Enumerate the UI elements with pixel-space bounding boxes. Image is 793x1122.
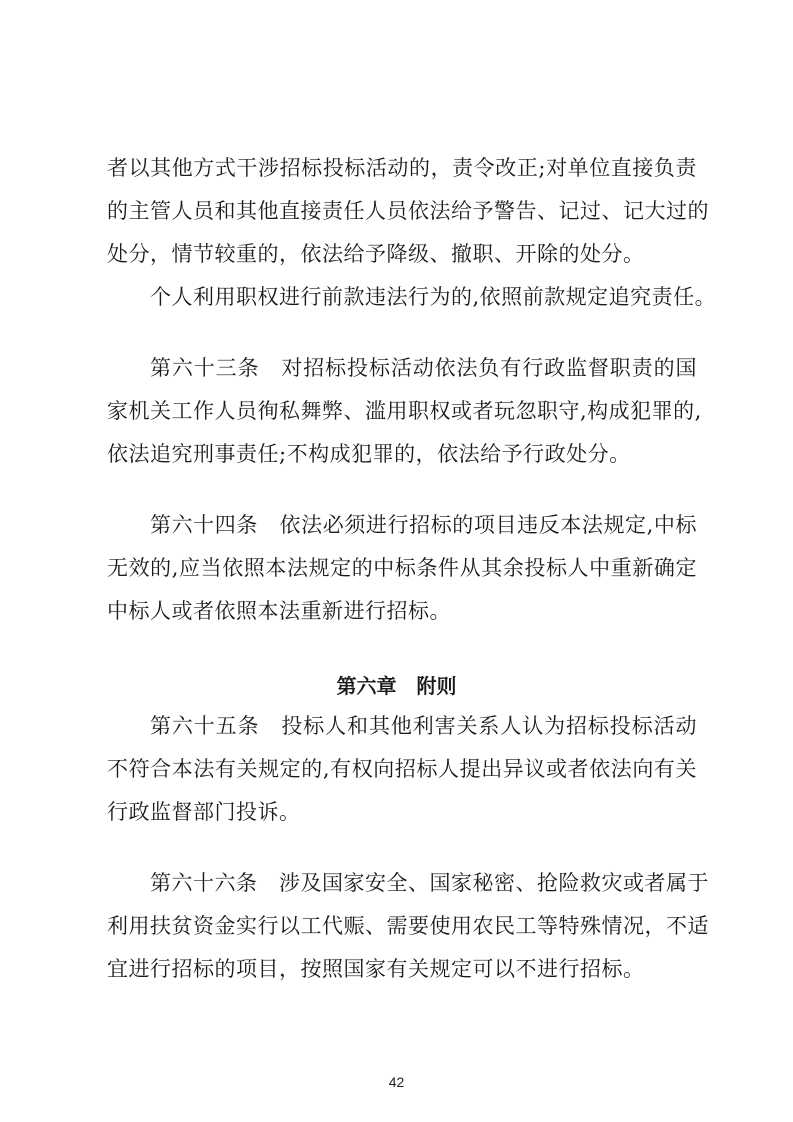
article-66-line: 宜进行招标的项目，按照国家有关规定可以不进行招标。 [107,957,645,981]
article-65-line: 行政监督部门投诉。 [107,800,301,824]
article-63-line: 依法追究刑事责任;不构成犯罪的，依法给予行政处分。 [107,442,631,466]
page-number: 42 [388,1074,405,1090]
paragraph-line: 个人利用职权进行前款违法行为的,依照前款规定追究责任。 [150,285,717,309]
article-63-line: 第六十三条 对招标投标活动依法负有行政监督职责的国 [150,356,697,380]
article-63-line: 家机关工作人员徇私舞弊、滥用职权或者玩忽职守,构成犯罪的, [107,399,702,423]
paragraph-line: 者以其他方式干涉招标投标活动的，责令改正;对单位直接负责 [107,156,697,180]
article-65-line: 第六十五条 投标人和其他利害关系人认为招标投标活动 [150,714,697,738]
article-66-line: 第六十六条 涉及国家安全、国家秘密、抢险救灾或者属于 [150,871,709,895]
chapter-heading: 第六章 附则 [336,674,457,698]
article-64-line: 第六十四条 依法必须进行招标的项目违反本法规定,中标 [150,513,697,537]
article-64-line: 中标人或者依照本法重新进行招标。 [107,599,451,623]
article-66-line: 利用扶贫资金实行以工代赈、需要使用农民工等特殊情况，不适 [107,914,709,938]
paragraph-line: 的主管人员和其他直接责任人员依法给予警告、记过、记大过的 [107,199,709,223]
paragraph-line: 处分，情节较重的，依法给予降级、撤职、开除的处分。 [107,242,645,266]
article-65-line: 不符合本法有关规定的,有权向招标人提出异议或者依法向有关 [107,757,697,781]
article-64-line: 无效的,应当依照本法规定的中标条件从其余投标人中重新确定 [107,556,697,580]
